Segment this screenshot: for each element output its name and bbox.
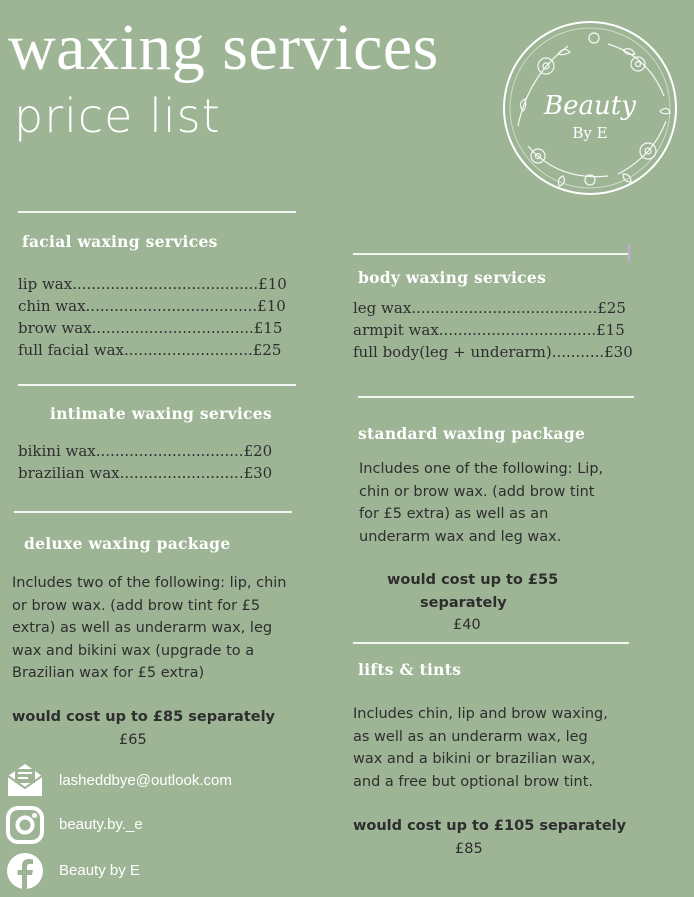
logo-text: Beauty xyxy=(544,91,636,121)
intimate-price-list xyxy=(18,440,272,484)
list-item: chin wax....................................£10 xyxy=(18,297,286,315)
deluxe-section-heading: deluxe waxing package xyxy=(24,534,231,553)
lifts-cost-note: would cost up to £105 separately xyxy=(353,818,627,834)
list-item: brow wax..................................£15 xyxy=(18,319,283,337)
page-subtitle: price list xyxy=(14,89,221,143)
list-item: armpit wax.................................£15 xyxy=(353,321,625,339)
email-icon xyxy=(6,760,44,798)
list-item: leg wax.......................................£25 xyxy=(353,299,626,317)
intimate-section-heading: intimate waxing services xyxy=(50,404,272,423)
body-section-heading: body waxing services xyxy=(358,268,547,287)
section-divider xyxy=(18,211,296,213)
standard-price: £40 xyxy=(453,617,481,633)
section-divider xyxy=(18,384,296,386)
list-item: brazilian wax..........................£30 xyxy=(18,464,273,482)
logo-subtext: By E xyxy=(572,124,608,142)
deluxe-description: Includes two of the following: lip, chin or brow wax. (add brow tint for £5 extra) as well as underarm wax, leg wax and bikini wax (upgrade to a Brazilian wax for £5 extra) xyxy=(12,575,287,681)
brand-logo xyxy=(498,16,682,200)
standard-description: Includes one of the following: Lip, chin or brow wax. (add brow tint for £5 extra) as well as an underarm wax and leg wax. xyxy=(359,461,604,545)
list-item: full body(leg + underarm)...........£30 xyxy=(353,343,633,361)
list-item: lip wax.......................................£10 xyxy=(18,275,287,293)
list-item: full facial wax...........................£25 xyxy=(18,341,282,359)
standard-cost-note: would cost up to £55 xyxy=(387,572,559,588)
email-address[interactable]: lasheddbye@outlook.com xyxy=(59,772,232,789)
standard-section-heading: standard waxing package xyxy=(358,424,586,443)
page-title: waxing services xyxy=(8,11,439,84)
list-item: bikini wax...............................£20 xyxy=(18,442,273,460)
instagram-handle[interactable]: beauty.by._e xyxy=(59,816,143,833)
facebook-icon xyxy=(6,852,44,890)
section-divider xyxy=(353,253,629,255)
body-price-list xyxy=(353,297,633,363)
section-divider xyxy=(358,396,634,398)
deluxe-cost-note: would cost up to £85 separately xyxy=(12,709,276,725)
standard-cost-note-cont: separately xyxy=(420,595,507,611)
divider-end-mark xyxy=(628,244,630,262)
facial-section-heading: facial waxing services xyxy=(22,232,218,251)
deluxe-price: £65 xyxy=(119,732,147,748)
lifts-section-heading: lifts & tints xyxy=(358,660,462,679)
facial-price-list xyxy=(18,273,287,361)
lifts-description: Includes chin, lip and brow waxing, as well as an underarm wax, leg wax and a bikini or brazilian wax, and a free but optional brow tint. xyxy=(353,706,608,790)
section-divider xyxy=(353,642,629,644)
facebook-name[interactable]: Beauty by E xyxy=(59,862,140,879)
instagram-icon xyxy=(6,806,44,844)
lifts-price: £85 xyxy=(455,841,483,857)
section-divider xyxy=(14,511,292,513)
